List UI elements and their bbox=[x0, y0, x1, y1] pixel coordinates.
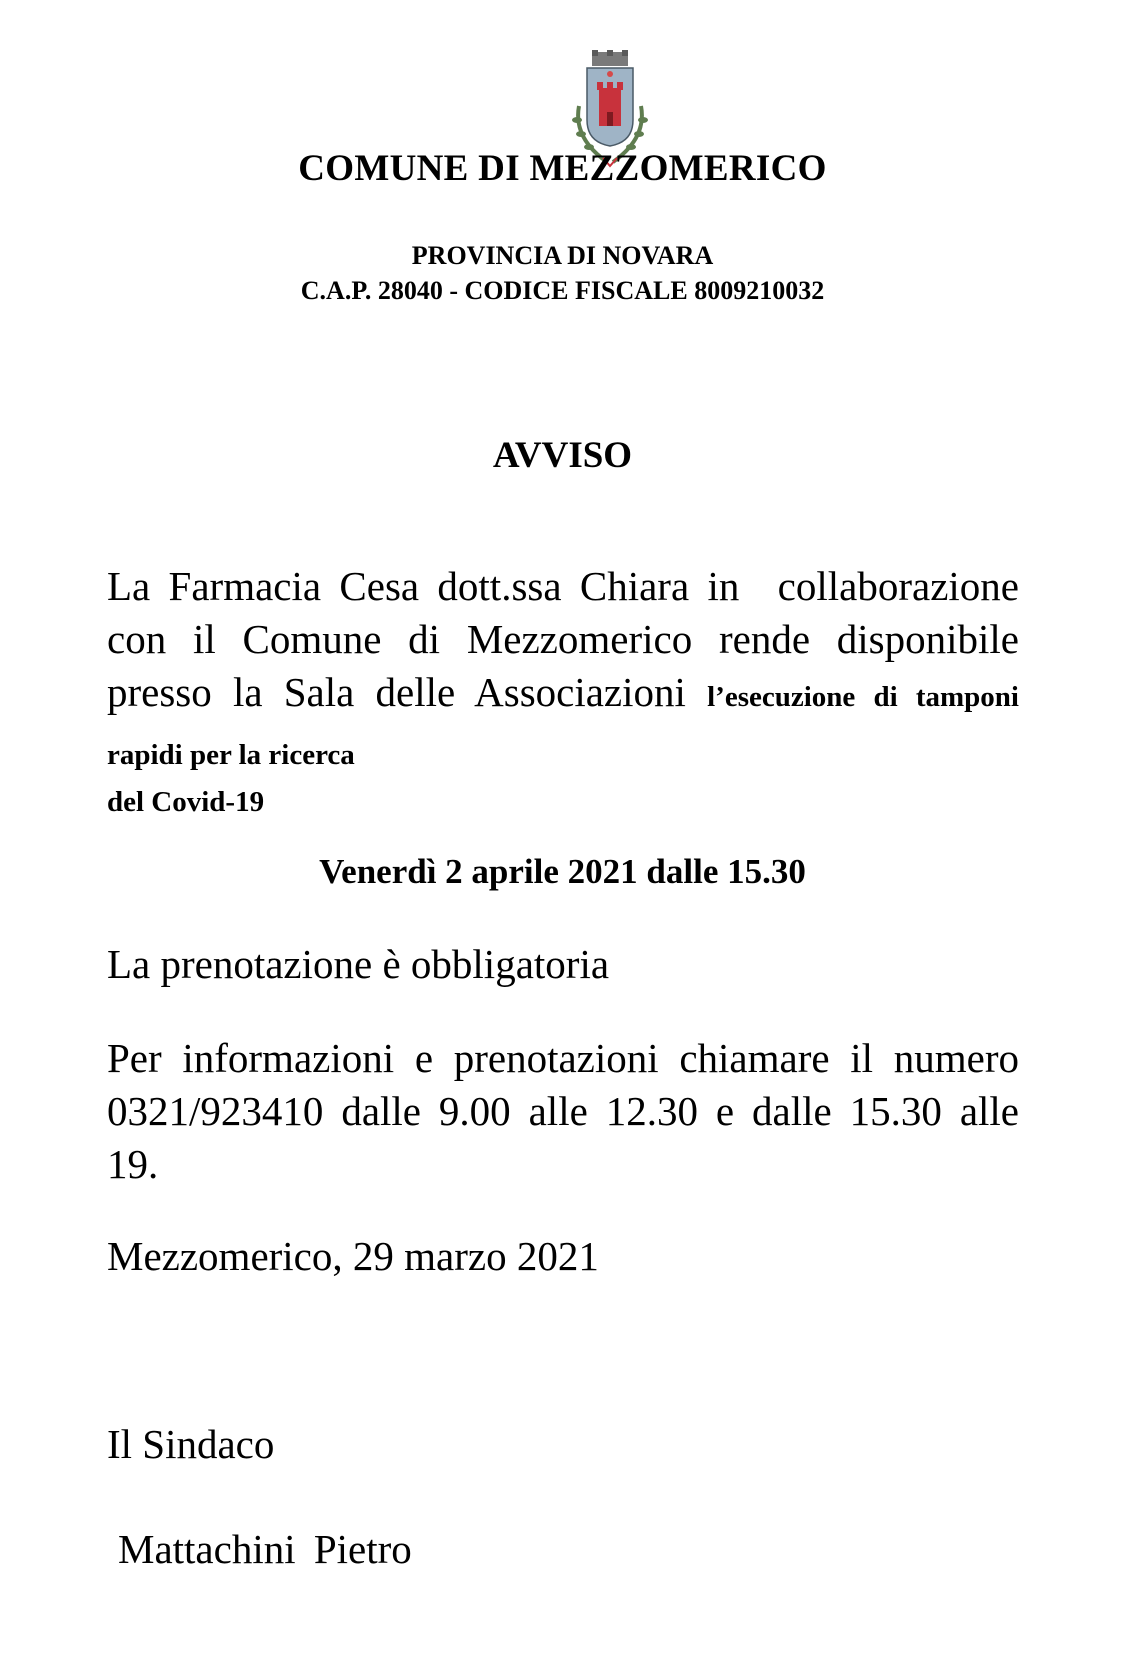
paragraph-line: Associazioni bbox=[474, 669, 686, 715]
booking-required-text: La prenotazione è obbligatoria bbox=[107, 941, 610, 987]
cap-fiscal-code-line: C.A.P. 28040 - CODICE FISCALE 8009210032 bbox=[300, 276, 825, 305]
paragraph-line: La Farmacia Cesa dott.ssa Chiara in bbox=[107, 563, 740, 609]
event-date: Venerdì 2 aprile 2021 dalle 15.30 bbox=[319, 852, 806, 891]
paragraph-line: rende disponibile presso la Sala delle bbox=[107, 616, 1020, 715]
info-paragraph bbox=[107, 1032, 1019, 1191]
notice-paragraph bbox=[107, 560, 1019, 822]
paragraph-bold-text: del Covid-19 bbox=[107, 786, 265, 818]
dateline: Mezzomerico, 29 marzo 2021 bbox=[107, 1233, 599, 1279]
paragraph-line: numero 0321/923410 dalle 9.00 alle 12.30 e bbox=[107, 1035, 1020, 1134]
province-line: PROVINCIA DI NOVARA bbox=[411, 241, 714, 270]
paragraph-bold-text: l’esecuzione di tamponi rapidi per la ricerca bbox=[107, 681, 1019, 771]
signatory-title: Il Sindaco bbox=[107, 1421, 275, 1467]
notice-heading: AVVISO bbox=[492, 435, 633, 476]
signatory-name: Mattachini Pietro bbox=[118, 1526, 412, 1572]
municipality-title: COMUNE DI MEZZOMERICO bbox=[298, 148, 827, 189]
paragraph-line: Per informazioni e prenotazioni chiamare il bbox=[107, 1035, 874, 1081]
paragraph-line: collaborazione con il Comune di Mezzomerico bbox=[107, 563, 1019, 662]
paragraph-line: dalle 15.30 alle 19. bbox=[107, 1088, 1019, 1187]
